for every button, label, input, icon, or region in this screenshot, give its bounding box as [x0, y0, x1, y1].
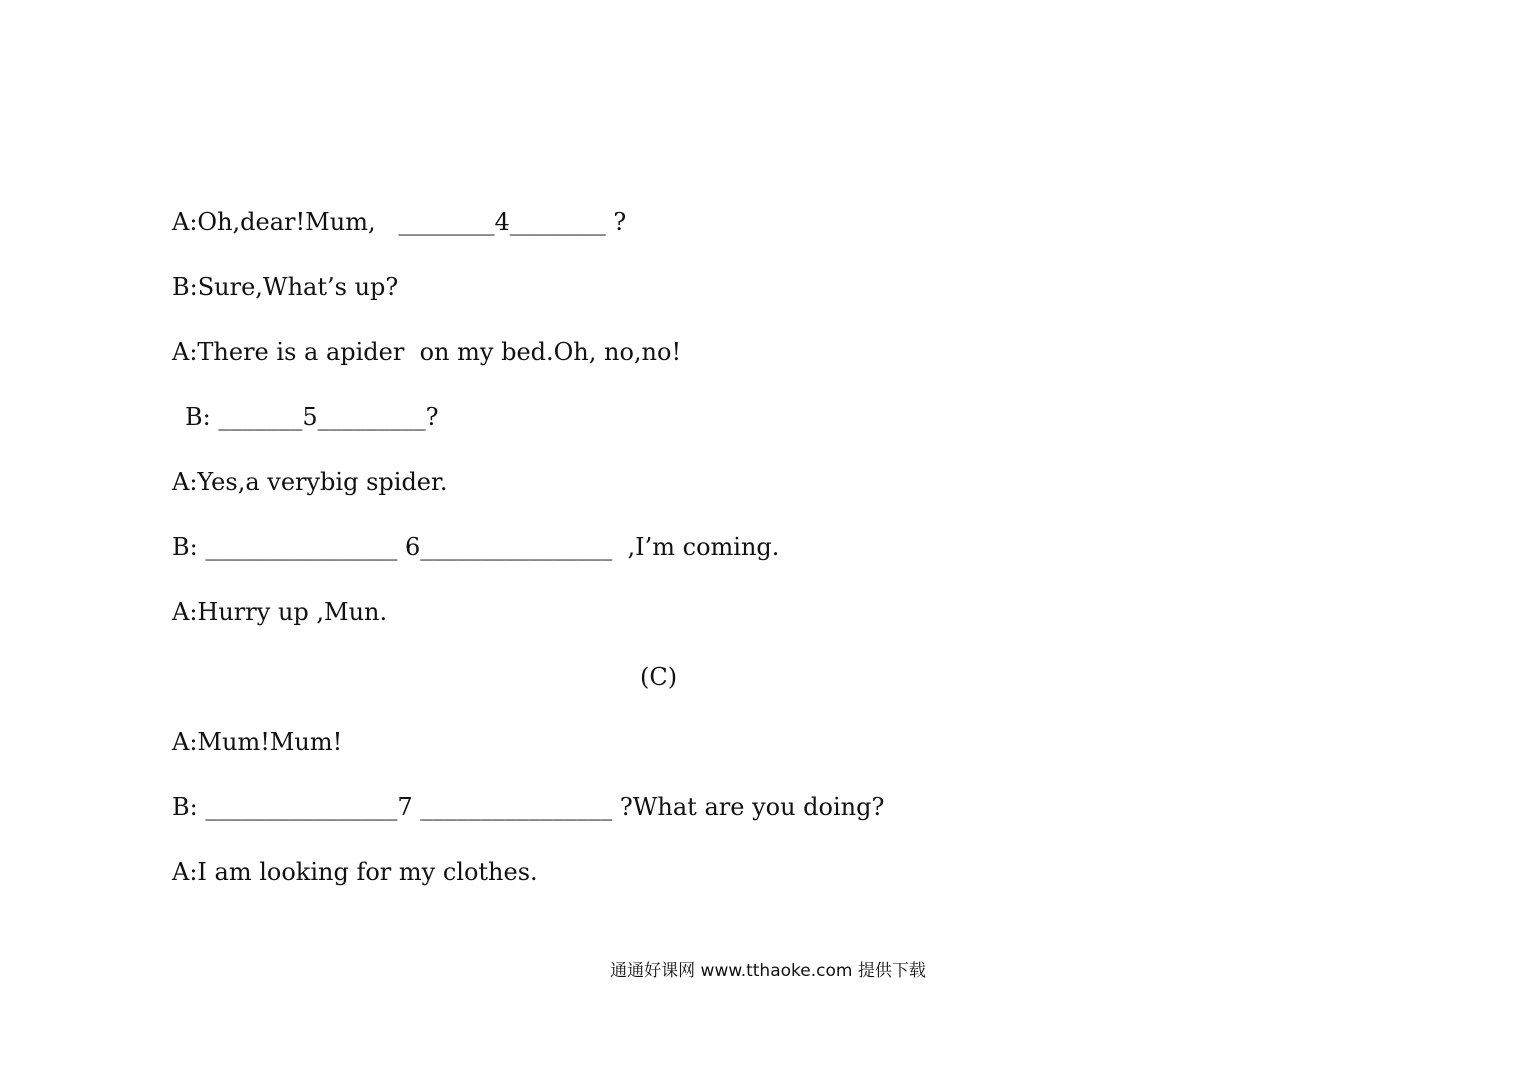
- dialogue-line-6: B: ________________ 6________________ ,I’m coming.: [172, 533, 780, 561]
- dialogue-line: A:Hurry up ,Mun.: [172, 598, 388, 626]
- dialogue-line: A:Mum!Mum!: [172, 728, 343, 756]
- dialogue-line: B:Sure,What’s up?: [172, 273, 399, 301]
- dialogue-line-5: B: _______5_________?: [185, 403, 439, 431]
- footer-watermark: 通通好课网 www.tthaoke.com 提供下载: [610, 961, 926, 981]
- section-heading-c: (C): [640, 663, 678, 691]
- dialogue-line: A:Yes,a verybig spider.: [172, 468, 448, 496]
- dialogue-line: A:I am looking for my clothes.: [172, 858, 538, 886]
- dialogue-line: A:There is a apider on my bed.Oh, no,no!: [172, 338, 682, 366]
- dialogue-line-7: B: ________________7 ________________ ?What are you doing?: [172, 793, 885, 821]
- dialogue-line-4: A:Oh,dear!Mum, ________4________ ?: [172, 208, 627, 236]
